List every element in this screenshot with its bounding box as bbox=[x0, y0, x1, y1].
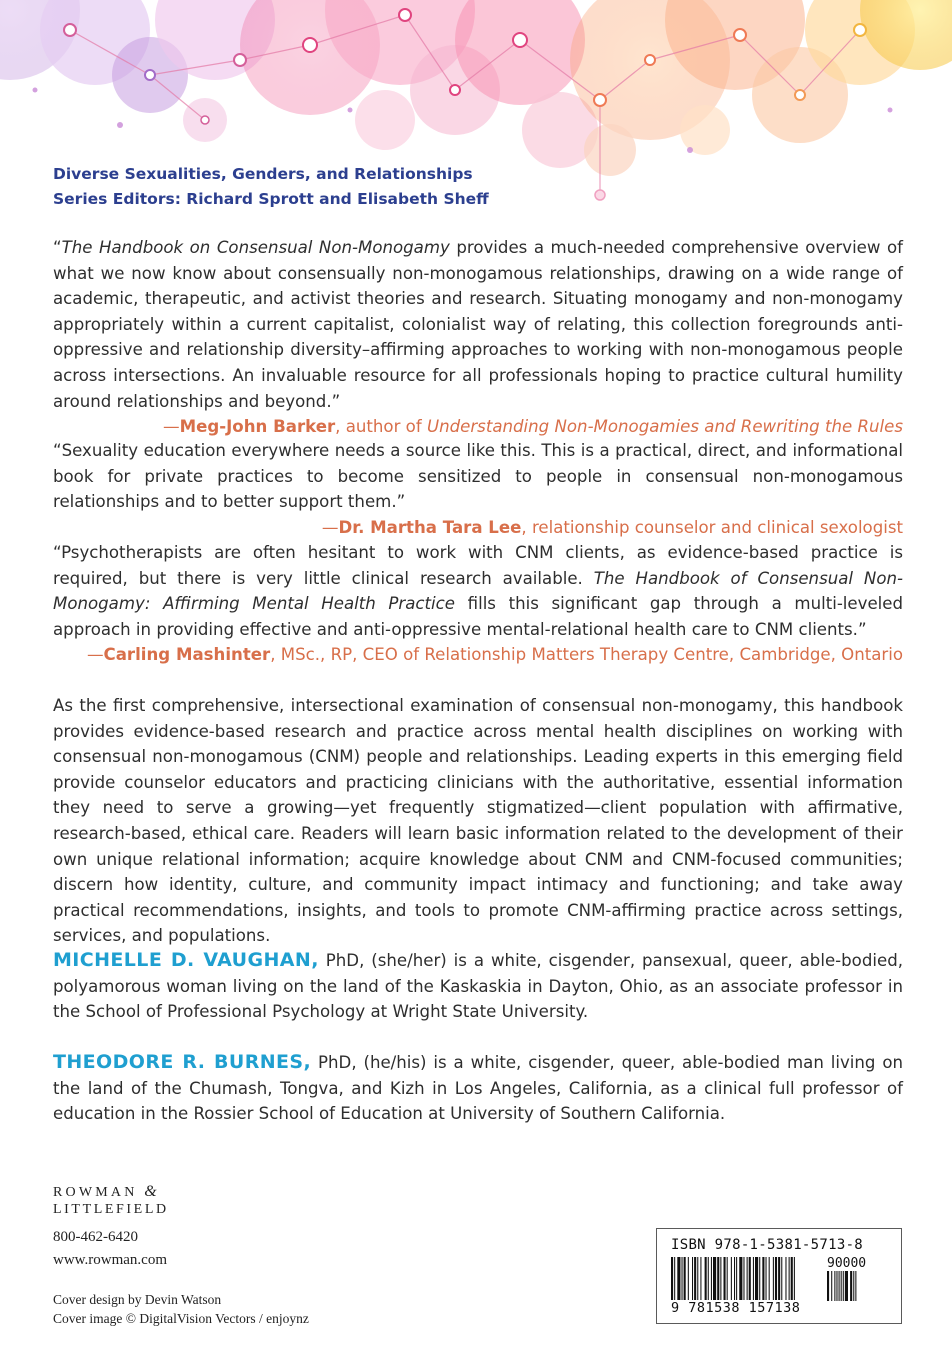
price-barcode-bar bbox=[839, 1271, 840, 1301]
publisher-logo: ROWMAN & bbox=[53, 1183, 157, 1200]
barcode-bar bbox=[717, 1257, 719, 1301]
author-name: MICHELLE D. VAUGHAN, bbox=[53, 949, 319, 971]
barcode-bar bbox=[759, 1257, 760, 1301]
barcode-bar bbox=[727, 1257, 728, 1301]
price-barcode-bar bbox=[850, 1271, 852, 1301]
endorsement-quote-1 bbox=[53, 235, 903, 440]
endorsement-quote-3 bbox=[53, 540, 903, 668]
barcode-bar bbox=[711, 1257, 712, 1301]
endorser-name: Carling Mashinter bbox=[103, 645, 271, 665]
series-info bbox=[53, 162, 489, 212]
barcode-bar bbox=[794, 1257, 795, 1301]
barcode-bar bbox=[753, 1257, 754, 1301]
price-barcode-bar bbox=[855, 1271, 856, 1301]
quote-attribution: —Carling Mashinter, MSc., RP, CEO of Relationship Matters Therapy Centre, Cambridge, Ontario bbox=[86, 645, 903, 665]
book-title: The Handbook of Consensual Non-Monogamy: Affirming Mental Health Practice bbox=[53, 568, 903, 614]
barcode-bar bbox=[677, 1257, 680, 1301]
publisher-block: ROWMAN & LITTLEFIELD 800-462-6420 www.rowman.com bbox=[53, 1183, 169, 1272]
series-title: Diverse Sexualities, Genders, and Relationships bbox=[53, 165, 473, 183]
author-bio-2: THEODORE R. BURNES, PhD, (he/his) is a white, cisgender, queer, able-bodied man living on the land of the Chumash, Tongva, and Kizh in Los Angeles, California, as a clinical full professor of education in the Rossier School of Education at University of Southern California. bbox=[53, 1051, 903, 1124]
barcode-bar bbox=[781, 1257, 782, 1301]
barcode-bar bbox=[682, 1257, 683, 1301]
barcode-bar bbox=[749, 1257, 751, 1301]
author-bio-1: MICHELLE D. VAUGHAN, PhD, (she/her) is a white, cisgender, pansexual, queer, able-bodied, polyamorous woman living on the land of the Kaskaskia in Dayton, Ohio, as an associate professor in the School of Professional Psychology at Wright State University. bbox=[53, 949, 903, 1022]
barcode-bar bbox=[674, 1257, 675, 1301]
quote-attribution: —Dr. Martha Tara Lee, relationship counselor and clinical sexologist bbox=[321, 517, 903, 537]
price-barcode-bar bbox=[841, 1271, 842, 1301]
barcode-bar bbox=[791, 1257, 793, 1301]
price-barcode-bar bbox=[831, 1271, 832, 1301]
barcode-bar bbox=[688, 1257, 689, 1301]
endorser-name: Dr. Martha Tara Lee bbox=[338, 517, 522, 537]
series-editors: Series Editors: Richard Sprott and Elisabeth Sheff bbox=[53, 190, 489, 208]
quote-text: “The Handbook on Consensual Non-Monogamy provides a much-needed comprehensive overview of what we now know about consensually non-monogamous relationships, drawing on a wide range of academic, therapeutic, and activist theories and research. Situating monogamy and non-monogamy appropriately within a current capitalist, colonialist way of relating, this collection foregrounds anti-oppressive and relationship diversity–affirming approaches to working with non-monogamous people across intersections. An invaluable resource for all professionals hoping to practice cultural humility around relationships and beyond.” bbox=[53, 238, 903, 411]
barcode-bar bbox=[773, 1257, 774, 1301]
barcode-bar bbox=[724, 1257, 726, 1301]
quote-text: “Psychotherapists are often hesitant to work with CNM clients, as evidence-based practice is required, but there is very little clinical research available. The Handbook of Consensual Non-Monogamy: Affirming Mental Health Practice fills this significant gap through a multi-leveled approach in providing effective and anti-oppressive mental-relational health care to CNM clients.” bbox=[53, 543, 904, 639]
barcode-bar bbox=[700, 1257, 701, 1301]
barcode-bar bbox=[720, 1257, 721, 1301]
barcode-bar bbox=[705, 1257, 707, 1301]
author-name: THEODORE R. BURNES, bbox=[53, 1051, 312, 1073]
barcode-digits: 9 781538 157138 bbox=[671, 1300, 801, 1316]
price-barcode-bar bbox=[834, 1271, 835, 1301]
barcode-bar bbox=[694, 1257, 696, 1301]
barcode-bar bbox=[775, 1257, 777, 1301]
price-barcode-bar bbox=[836, 1271, 837, 1301]
barcode-bar bbox=[697, 1257, 698, 1301]
barcode-bar bbox=[739, 1257, 742, 1301]
barcode-bar bbox=[708, 1257, 709, 1301]
publisher-phone: 800-462-6420 bbox=[53, 1229, 138, 1245]
barcode-bar bbox=[684, 1257, 686, 1301]
price-barcode-bar bbox=[845, 1271, 848, 1301]
price-barcode-bar bbox=[853, 1271, 854, 1301]
book-title: The Handbook on Consensual Non-Monogamy bbox=[61, 238, 450, 257]
barcode-bar bbox=[743, 1257, 744, 1301]
barcode-bar bbox=[731, 1257, 732, 1301]
barcode-bar bbox=[713, 1257, 716, 1301]
cover-image-credit: Cover image © DigitalVision Vectors / enjoynz bbox=[53, 1311, 309, 1326]
barcode-bar bbox=[789, 1257, 790, 1301]
barcode-bar bbox=[734, 1257, 735, 1301]
barcode-bar bbox=[766, 1257, 767, 1301]
quote-text: “Sexuality education everywhere needs a source like this. This is a practical, direct, and informational book for private practices to become sensitized to people in consensual non-monogamous relationships and to better support them.” —Dr. Martha Tara Lee, relationship counselor and clinical sexologist bbox=[53, 438, 903, 515]
quote-attribution: —Meg-John Barker, author of Understanding Non-Monogamies and Rewriting the Rules bbox=[163, 417, 903, 437]
barcode-bar bbox=[778, 1257, 780, 1301]
price-code: 90000 bbox=[827, 1256, 867, 1271]
barcode-bar bbox=[785, 1257, 786, 1301]
barcode-bar bbox=[755, 1257, 758, 1301]
book-description: As the first comprehensive, intersectional examination of consensual non-monogamy, this handbook provides evidence-based research and practice across mental health disciplines on working with consensual non-monogamous (CNM) people and relationships. Leading experts in this emerging field provide counselor educators and practicing clinicians with the authoritative, essential information they need to serve a growing—yet frequently stigmatized—client population with affirmative, research-based, ethical care. Readers will learn basic information related to the development of their own unique relational information; acquire knowledge about CNM and CNM-focused communities; discern how identity, culture, and community impact intimacy and functioning; and take away practical recommendations, insights, and tools to promote CNM-affirming practice across settings, services, and populations. bbox=[53, 696, 903, 946]
barcode-bar bbox=[692, 1257, 693, 1301]
barcode-bar bbox=[671, 1257, 673, 1301]
barcode-bar bbox=[747, 1257, 748, 1301]
isbn-label: ISBN 978-1-5381-5713-8 bbox=[671, 1237, 864, 1253]
barcode-bar bbox=[762, 1257, 764, 1301]
barcode-bar bbox=[736, 1257, 737, 1301]
cover-design-credit: Cover design by Devin Watson bbox=[53, 1292, 222, 1307]
price-barcode-bar bbox=[843, 1271, 844, 1301]
isbn-barcode-box bbox=[656, 1228, 902, 1324]
barcode-bar bbox=[769, 1257, 770, 1301]
endorsement-quote-2 bbox=[53, 438, 903, 540]
publisher-website: www.rowman.com bbox=[53, 1252, 168, 1268]
cover-credits bbox=[53, 1290, 309, 1328]
price-barcode-bar bbox=[827, 1271, 829, 1301]
endorser-name: Meg-John Barker bbox=[179, 417, 336, 437]
